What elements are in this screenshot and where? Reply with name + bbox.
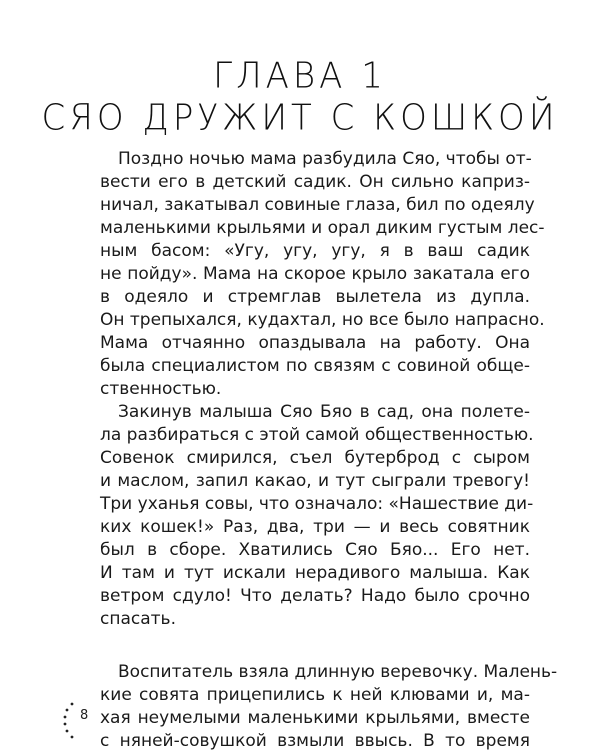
text-line: хая неумелыми маленькими крыльями, вместе — [100, 708, 530, 728]
text-line: ственностью. — [100, 379, 222, 399]
text-line: с няней-совушкой взмыли ввысь. В то время — [100, 731, 530, 751]
text-line: не пойду». Мама на скорое крыло закатала его — [100, 264, 530, 284]
text-line: и маслом, запил какао, и тут сыграли тревогу! — [100, 471, 530, 491]
text-line: ветром сдуло! Что делать? Надо было срочно — [100, 586, 530, 606]
chapter-title: СЯО ДРУЖИТ С КОШКОЙ — [41, 97, 559, 139]
text-line: была специалистом по связям с совиной обще- — [100, 356, 530, 376]
text-line: Совенок смирился, съел бутерброд с сыром — [100, 448, 530, 468]
chapter-heading — [0, 55, 600, 139]
text-line: ничал, закатывал совиные глаза, бил по одеялу — [100, 195, 535, 215]
text-line: маленькими крыльями и орал диким густым лес- — [100, 218, 545, 238]
text-line: спасать. — [100, 609, 176, 629]
chapter-number: ГЛАВА 1 — [213, 55, 387, 97]
page-ornament-dots — [62, 700, 80, 740]
page-number: 8 — [80, 708, 89, 723]
text-line: Три уханья совы, что означало: «Нашествие ди- — [100, 494, 534, 514]
text-line: Закинув малыша Сяо Бяо в сад, она полете- — [118, 402, 530, 422]
body-text — [100, 148, 558, 753]
text-line: Поздно ночью мама разбудила Сяо, чтобы от- — [118, 149, 532, 169]
paragraph-gap — [100, 631, 530, 661]
text-line: ких кошек!» Раз, два, три — и весь совятник — [100, 517, 530, 537]
paragraph — [100, 401, 534, 631]
text-line: И там и тут искали нерадивого малыша. Как — [100, 563, 530, 583]
text-line: был в сборе. Хватились Сяо Бяо... Его нет. — [100, 540, 530, 560]
text-line: Мама отчаянно опаздывала на работу. Она — [100, 333, 530, 353]
text-line: ла разбираться с этой самой общественностью. — [100, 425, 534, 445]
text-line: кие совята прицепились к ней клювами и, ма- — [100, 685, 530, 705]
text-line: в одеяло и стремглав вылетела из дупла. — [100, 287, 530, 307]
paragraph — [100, 148, 545, 401]
text-line: Воспитатель взяла длинную веревочку. Малень- — [118, 662, 558, 682]
text-line: вести его в детский садик. Он сильно каприз- — [100, 172, 530, 192]
text-line: Он трепыхался, кудахтал, но все было напрасно. — [100, 310, 545, 330]
text-line: ным басом: «Угу, угу, угу, я в ваш садик — [100, 241, 530, 261]
paragraph — [100, 661, 558, 753]
